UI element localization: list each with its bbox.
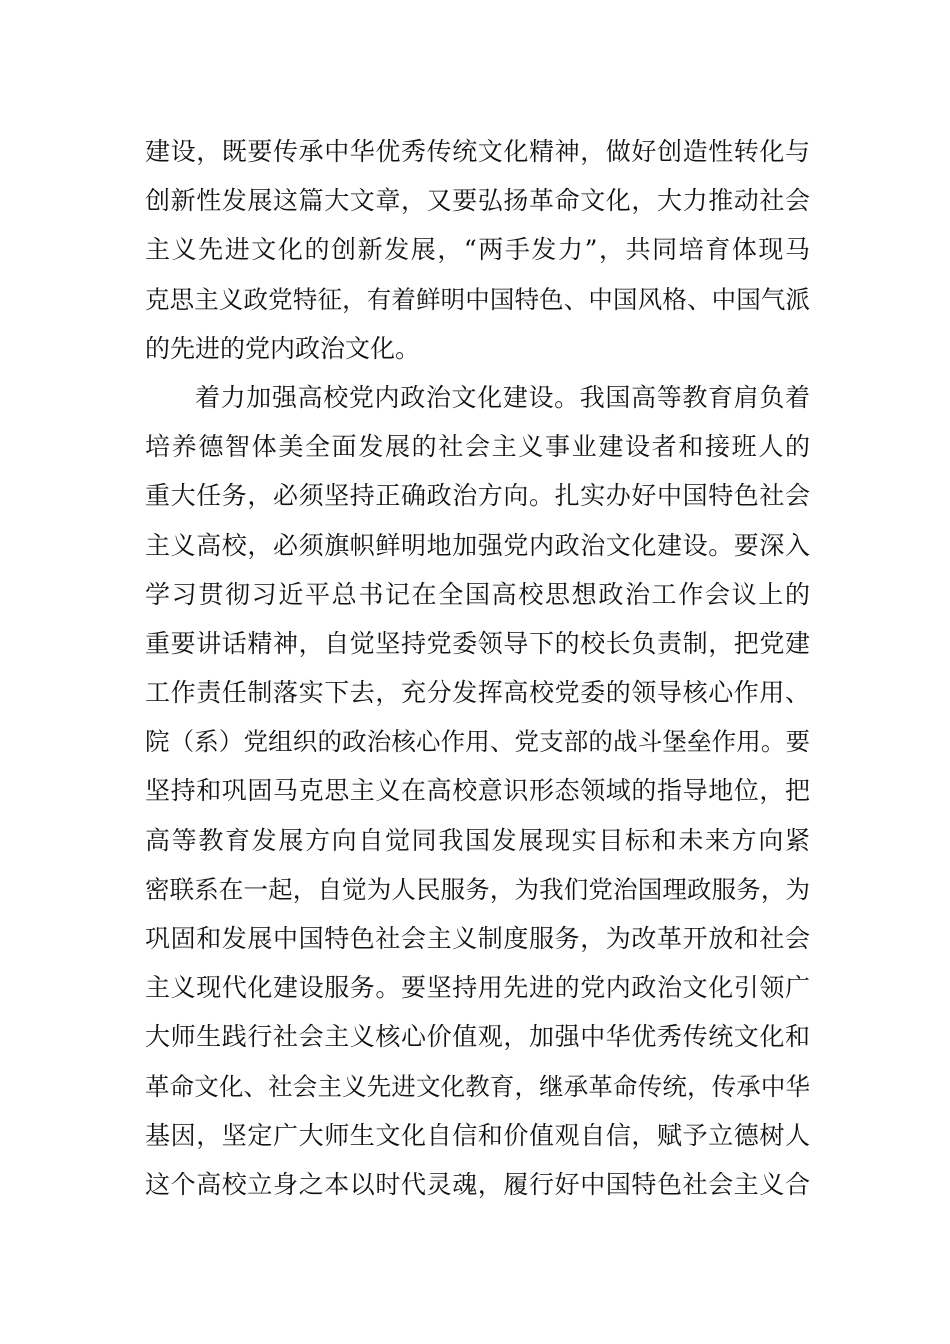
- paragraph-line: 的先进的党内政治文化。: [145, 333, 421, 363]
- paragraph-line: 院（系）党组织的政治核心作用、党支部的战斗堡垒作用。要: [145, 727, 810, 757]
- paragraph-line: 大师生践行社会主义核心价值观，加强中华优秀传统文化和: [145, 1022, 810, 1052]
- body-text: [145, 127, 810, 1209]
- paragraph-line: 高等教育发展方向自觉同我国发展现实目标和未来方向紧: [145, 825, 810, 855]
- paragraph-line: 巩固和发展中国特色社会主义制度服务，为改革开放和社会: [145, 924, 810, 953]
- paragraph-line: 工作责任制落实下去，充分发挥高校党委的领导核心作用、: [145, 678, 810, 708]
- paragraph-line: 革命文化、社会主义先进文化教育，继承革命传统，传承中华: [145, 1071, 810, 1101]
- paragraph-line: 重要讲话精神，自觉坚持党委领导下的校长负责制，把党建: [145, 628, 810, 658]
- paragraph-line: 坚持和巩固马克思主义在高校意识形态领域的指导地位，把: [145, 776, 810, 806]
- paragraph-line: 重大任务，必须坚持正确政治方向。扎实办好中国特色社会: [145, 481, 810, 511]
- paragraph-line: 创新性发展这篇大文章，又要弘扬革命文化，大力推动社会: [145, 186, 810, 216]
- paragraph-line: 主义先进文化的创新发展，“两手发力”，共同培育体现马: [145, 235, 810, 265]
- paragraph-line: 学习贯彻习近平总书记在全国高校思想政治工作会议上的: [145, 579, 810, 609]
- paragraph-first-line: 着力加强高校党内政治文化建设。我国高等教育肩负着: [195, 382, 810, 412]
- paragraph-line: 基因，坚定广大师生文化自信和价值观自信，赋予立德树人: [145, 1120, 810, 1150]
- paragraph-line: 这个高校立身之本以时代灵魂，履行好中国特色社会主义合: [145, 1169, 810, 1199]
- paragraph-line: 密联系在一起，自觉为人民服务，为我们党治国理政服务，为: [145, 874, 810, 904]
- paragraph-line: 建设，既要传承中华优秀传统文化精神，做好创造性转化与: [145, 137, 810, 166]
- paragraph-line: 克思主义政党特征，有着鲜明中国特色、中国风格、中国气派: [145, 284, 810, 314]
- paragraph-line: 培养德智体美全面发展的社会主义事业建设者和接班人的: [145, 432, 810, 462]
- paragraph-line: 主义高校，必须旗帜鲜明地加强党内政治文化建设。要深入: [145, 530, 810, 560]
- paragraph-line: 主义现代化建设服务。要坚持用先进的党内政治文化引领广: [145, 973, 810, 1003]
